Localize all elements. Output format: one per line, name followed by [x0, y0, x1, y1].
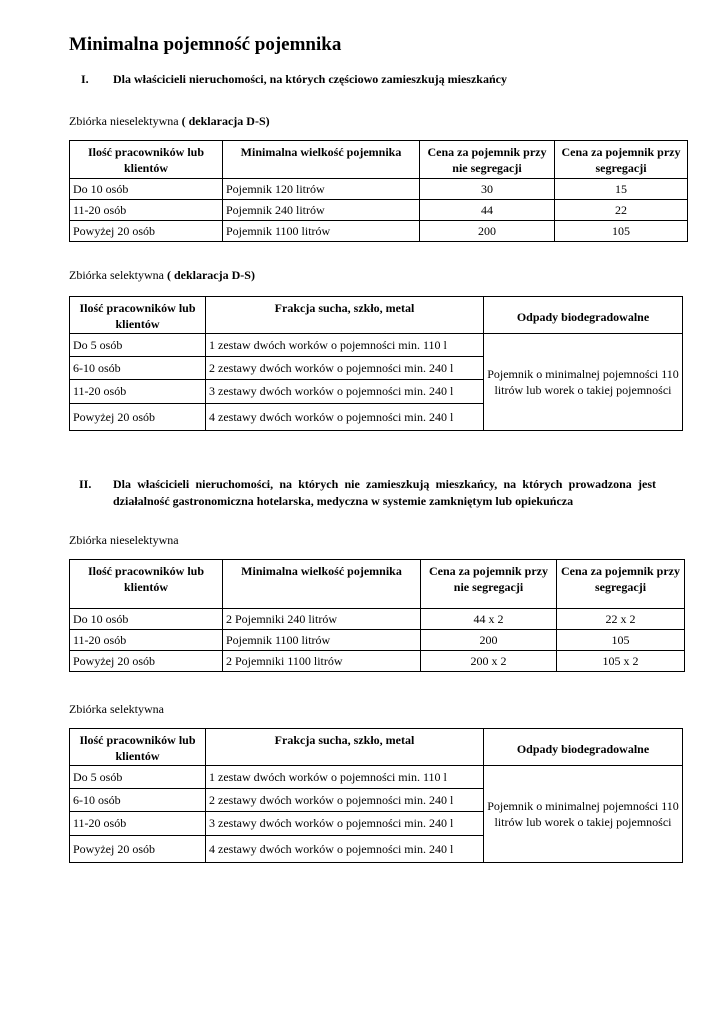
table-3-nonselective — [69, 559, 685, 672]
table-header: Cena za pojemnik przy nie segregacji — [420, 141, 555, 179]
section-1-text: Dla właścicieli nieruchomości, na których częściowo zamieszkują mieszkańcy — [113, 72, 507, 86]
table-header: Odpady biodegradowalne — [484, 729, 683, 766]
table-header: Ilość pracowników lub klientów — [70, 560, 223, 609]
table-header: Cena za pojemnik przy nie segregacji — [421, 560, 557, 609]
table-header: Minimalna wielkość pojemnika — [223, 560, 421, 609]
merged-biodegradable-cell: Pojemnik o minimalnej pojemności 110 litrów lub worek o takiej pojemności — [484, 334, 683, 431]
table-row: 11-20 osób 3 zestawy dwóch worków o pojemności min. 240 l — [70, 380, 683, 404]
page-title: Minimalna pojemność pojemnika — [69, 34, 342, 55]
table-row: Do 10 osób 2 Pojemniki 240 litrów 44 x 2 22 x 2 — [70, 609, 685, 630]
table-row: Powyżej 20 osób 4 zestawy dwóch worków o pojemności min. 240 l — [70, 836, 683, 863]
table-header: Minimalna wielkość pojemnika — [223, 141, 420, 179]
table-header: Cena za pojemnik przy segregacji — [557, 560, 685, 609]
section-1-nonselective-label: Zbiórka nieselektywna ( deklaracja D-S) — [69, 114, 270, 128]
table-header: Frakcja sucha, szkło, metal — [206, 297, 484, 334]
table-4-selective — [69, 728, 683, 863]
table-header: Frakcja sucha, szkło, metal — [206, 729, 484, 766]
section-2-selective-label: Zbiórka selektywna — [69, 702, 164, 716]
table-2-selective — [69, 296, 683, 431]
table-header: Odpady biodegradowalne — [484, 297, 683, 334]
section-2-heading — [69, 476, 656, 510]
table-1-nonselective — [69, 140, 688, 242]
table-header: Ilość pracowników lub klientów — [70, 297, 206, 334]
section-1-selective-label: Zbiórka selektywna ( deklaracja D-S) — [69, 268, 255, 282]
table-row: Do 5 osób 1 zestaw dwóch worków o pojemności min. 110 l Pojemnik o minimalnej pojemności 110 litrów lub worek o takiej pojemności — [70, 334, 683, 357]
table-row: 6-10 osób 2 zestawy dwóch worków o pojemności min. 240 l — [70, 789, 683, 812]
section-2-text: Dla właścicieli nieruchomości, na których nie zamieszkują mieszkańcy, na których prowadzona jest działalność gastronomiczna hotelarska, medyczna w systemie zamkniętym lub opiekuńcza — [113, 477, 656, 508]
table-row: 11-20 osób Pojemnik 1100 litrów 200 105 — [70, 630, 685, 651]
table-row: Do 5 osób 1 zestaw dwóch worków o pojemności min. 110 l Pojemnik o minimalnej pojemności 110 litrów lub worek o takiej pojemności — [70, 766, 683, 789]
section-2-nonselective-label: Zbiórka nieselektywna — [69, 533, 179, 547]
section-1-number: I. — [81, 72, 89, 86]
section-1-heading — [69, 72, 507, 87]
table-header: Ilość pracowników lub klientów — [70, 141, 223, 179]
table-row: 6-10 osób 2 zestawy dwóch worków o pojemności min. 240 l — [70, 357, 683, 380]
merged-biodegradable-cell: Pojemnik o minimalnej pojemności 110 litrów lub worek o takiej pojemności — [484, 766, 683, 863]
table-row: 11-20 osób 3 zestawy dwóch worków o pojemności min. 240 l — [70, 812, 683, 836]
table-header: Cena za pojemnik przy segregacji — [555, 141, 688, 179]
table-row: Powyżej 20 osób Pojemnik 1100 litrów 200 105 — [70, 221, 688, 242]
table-row: Powyżej 20 osób 4 zestawy dwóch worków o pojemności min. 240 l — [70, 404, 683, 431]
table-row: 11-20 osób Pojemnik 240 litrów 44 22 — [70, 200, 688, 221]
table-row: Powyżej 20 osób 2 Pojemniki 1100 litrów 200 x 2 105 x 2 — [70, 651, 685, 672]
table-row: Do 10 osób Pojemnik 120 litrów 30 15 — [70, 179, 688, 200]
table-header: Ilość pracowników lub klientów — [70, 729, 206, 766]
section-2-number: II. — [79, 477, 92, 491]
